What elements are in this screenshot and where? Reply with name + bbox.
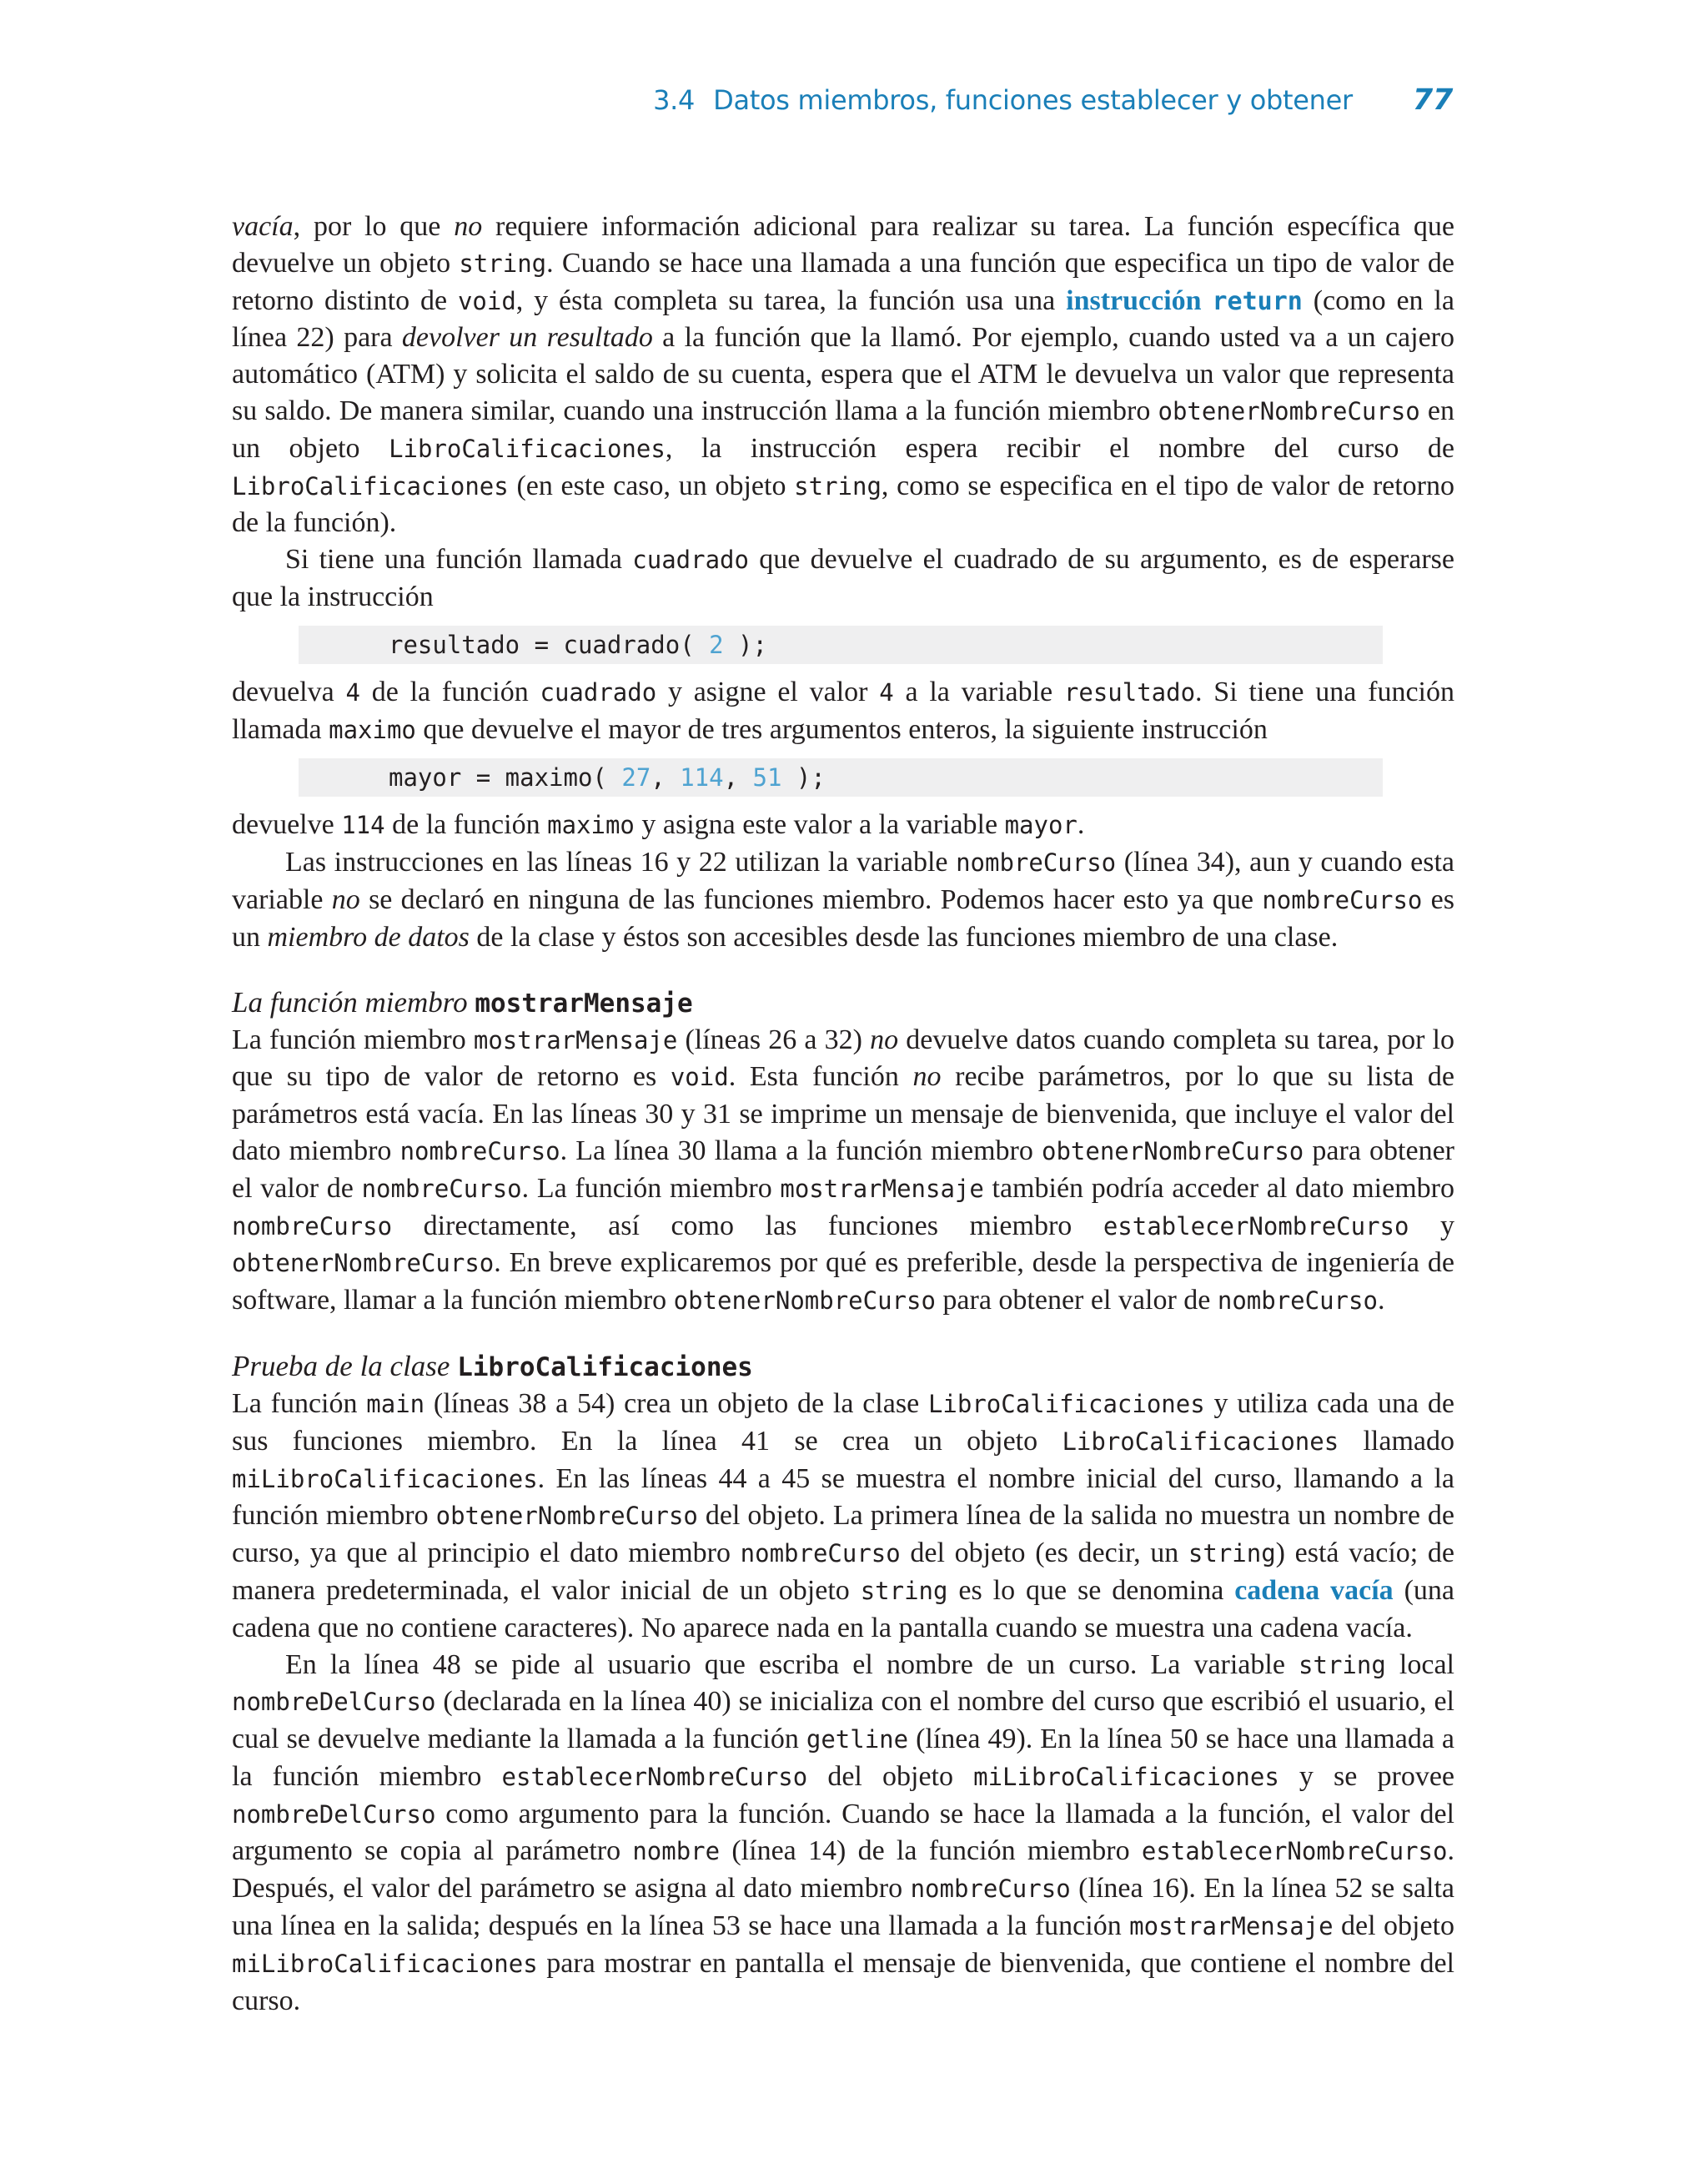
inline-code: string (794, 471, 882, 501)
inline-code: obtenerNombreCurso (1158, 396, 1420, 425)
inline-code: miLibroCalificaciones (973, 1762, 1279, 1791)
running-head (0, 83, 1453, 117)
inline-code: LibroCalificaciones (927, 1389, 1205, 1418)
inline-code: mostrarMensaje (473, 1025, 678, 1054)
inline-code: establecerNombreCurso (1103, 1211, 1409, 1240)
inline-code: nombreCurso (1262, 885, 1423, 914)
inline-code: miLibroCalificaciones (232, 1464, 538, 1493)
key-term: instrucción return (1066, 284, 1303, 316)
inline-code: nombreCurso (361, 1174, 522, 1203)
inline-code: obtenerNombreCurso (232, 1249, 495, 1278)
inline-code: string (1299, 1650, 1386, 1679)
inline-code: obtenerNombreCurso (673, 1286, 936, 1316)
inline-code: obtenerNombreCurso (1042, 1136, 1304, 1165)
italic-text: no (454, 211, 483, 242)
inline-code: nombreDelCurso (232, 1688, 436, 1717)
paragraph: Las instrucciones en las líneas 16 y 22 utilizan la variable nombreCurso (línea 34), aun y cuando esta variable no se declaró en ninguna de las funciones miembro. Podemos hacer esto ya que nombreCurso es un miembro de datos de la clase y éstos son accesibles desde las funciones miembro de una clase. (232, 847, 1454, 953)
inline-code: obtenerNombreCurso (435, 1502, 698, 1531)
inline-code: void (670, 1063, 729, 1092)
italic-text: vacía (232, 211, 294, 242)
section-title: Datos miembros, funciones establecer y obtener (713, 84, 1353, 116)
inline-code: main (366, 1389, 425, 1418)
inline-code: nombreCurso (232, 1211, 393, 1240)
italic-text: no (912, 1061, 942, 1093)
inline-code: nombreCurso (910, 1875, 1071, 1904)
inline-code: mayor (1004, 811, 1078, 840)
section-number: 3.4 (653, 84, 696, 116)
inline-code: string (1188, 1539, 1276, 1568)
code-line: resultado = cuadrado( 2 ); (389, 630, 767, 659)
paragraph: vacía, por lo que no requiere información adicional para realizar su tarea. La función específica que devuelve un objeto string. Cuando se hace una llamada a una función que especifica un tipo de valor de retorno distinto de void, y ésta completa su tarea, la función usa una instrucción return (como en la línea 22) para devolver un resultado a la función que la llamó. Por ejemplo, cuando usted va a un cajero automático (ATM) y solicita el saldo de su cuenta, espera que el ATM le devuelva un valor que representa su saldo. De manera similar, cuando una instrucción llama a la función miembro obtenerNombreCurso en un objeto LibroCalificaciones, la instrucción espera recibir el nombre del curso de LibroCalificaciones (en este caso, un objeto string, como se especifica en el tipo de valor de retorno de la función). (232, 211, 1455, 539)
inline-code: mostrarMensaje (780, 1174, 984, 1203)
body-text (232, 209, 1454, 2019)
paragraph: La función miembro mostrarMensaje (líneas 26 a 32) no devuelve datos cuando completa su tarea, por lo que su tipo de valor de retorno es void. Esta función no recibe parámetros, por lo que su lista de parámetros está vacía. En las líneas 30 y 31 se imprime un mensaje de bienvenida, que incluye el valor del dato miembro nombreCurso. La línea 30 llama a la función miembro obtenerNombreCurso para obtener el valor de nombreCurso. La función miembro mostrarMensaje también podría acceder al dato miembro nombreCurso directamente, así como las funciones miembro establecerNombreCurso y obtenerNombreCurso. En breve explicaremos por qué es preferible, desde la perspectiva de ingeniería de software, llamar a la función miembro obtenerNombreCurso para obtener el valor de nombreCurso. (232, 1024, 1454, 1316)
inline-code: mostrarMensaje (1129, 1912, 1334, 1941)
inline-code: nombreCurso (956, 848, 1117, 878)
italic-text: miembro de datos (267, 921, 470, 953)
inline-code: 114 (341, 811, 385, 840)
inline-code: 4 (345, 677, 360, 707)
code-block (299, 626, 1383, 664)
inline-code: nombreCurso (1217, 1286, 1378, 1316)
inline-code: establecerNombreCurso (1141, 1837, 1448, 1866)
inline-code: nombreDelCurso (232, 1799, 436, 1829)
paragraph: En la línea 48 se pide al usuario que escriba el nombre de un curso. La variable string local nombreDelCurso (declarada en la línea 40) se inicializa con el nombre del curso que escribió el usuario, el cual se devuelve mediante la llamada a la función getline (línea 49). En la línea 50 se hace una llamada a la función miembro establecerNombreCurso del objeto miLibroCalificaciones y se provee nombreDelCurso como argumento para la función. Cuando se hace la llamada a la función, el valor del argumento se copia al parámetro nombre (línea 14) de la función miembro establecerNombreCurso. Después, el valor del parámetro se asigna al dato miembro nombreCurso (línea 16). En la línea 52 se salta una línea en la salida; después en la línea 53 se hace una llamada a la función mostrarMensaje del objeto miLibroCalificaciones para mostrar en pantalla el mensaje de bienvenida, que contiene el nombre del curso. (232, 1648, 1454, 2016)
page-number: 77 (1412, 83, 1453, 117)
inline-code: string (860, 1576, 948, 1605)
italic-text: no (870, 1024, 899, 1055)
inline-code: LibroCalificaciones (1062, 1427, 1339, 1456)
inline-code: string (459, 249, 547, 278)
inline-code: maximo (547, 811, 635, 840)
code-line: mayor = maximo( 27, 114, 51 ); (389, 763, 826, 793)
section-heading: La función miembro mostrarMensaje (232, 985, 693, 1019)
inline-code: getline (806, 1725, 909, 1754)
inline-code: LibroCalificaciones (232, 471, 509, 501)
inline-code: void (457, 286, 516, 315)
inline-code: nombreCurso (740, 1539, 901, 1568)
paragraph: Si tiene una función llamada cuadrado que devuelve el cuadrado de su argumento, es de esperarse que la instrucción (232, 544, 1454, 612)
inline-code: cuadrado (632, 546, 749, 575)
inline-code: nombreCurso (399, 1136, 560, 1165)
inline-code: resultado (1063, 677, 1196, 707)
inline-code: LibroCalificaciones (389, 434, 666, 463)
paragraph: devuelve 114 de la función maximo y asigna este valor a la variable mayor. (232, 809, 1085, 841)
section-heading: Prueba de la clase LibroCalificaciones (232, 1349, 753, 1382)
inline-code: miLibroCalificaciones (232, 1949, 538, 1978)
inline-code: maximo (329, 715, 416, 744)
inline-code: cuadrado (540, 677, 657, 707)
code-block (299, 758, 1383, 797)
inline-code: nombre (632, 1837, 721, 1866)
inline-code: 4 (879, 677, 894, 707)
paragraph: devuelva 4 de la función cuadrado y asigne el valor 4 a la variable resultado. Si tiene una función llamada maximo que devuelve el mayor de tres argumentos enteros, la siguiente instrucción (232, 676, 1454, 745)
italic-text: devolver un resultado (401, 322, 653, 354)
inline-code: establecerNombreCurso (501, 1762, 808, 1791)
paragraph: La función main (líneas 38 a 54) crea un objeto de la clase LibroCalificaciones y utiliza cada una de sus funciones miembro. En la línea 41 se crea un objeto LibroCalificaciones llamado miLibroCalificaciones. En las líneas 44 a 45 se muestra el nombre inicial del curso, llamando a la función miembro obtenerNombreCurso del objeto. La primera línea de la salida no muestra un nombre de curso, ya que al principio el dato miembro nombreCurso del objeto (es decir, un string) está vacío; de manera predeterminada, el valor inicial de un objeto string es lo que se denomina cadena vacía (una cadena que no contiene caracteres). No aparece nada en la pantalla cuando se muestra una cadena vacía. (232, 1387, 1455, 1643)
key-term: cadena vacía (1234, 1574, 1394, 1606)
italic-text: no (331, 883, 360, 915)
